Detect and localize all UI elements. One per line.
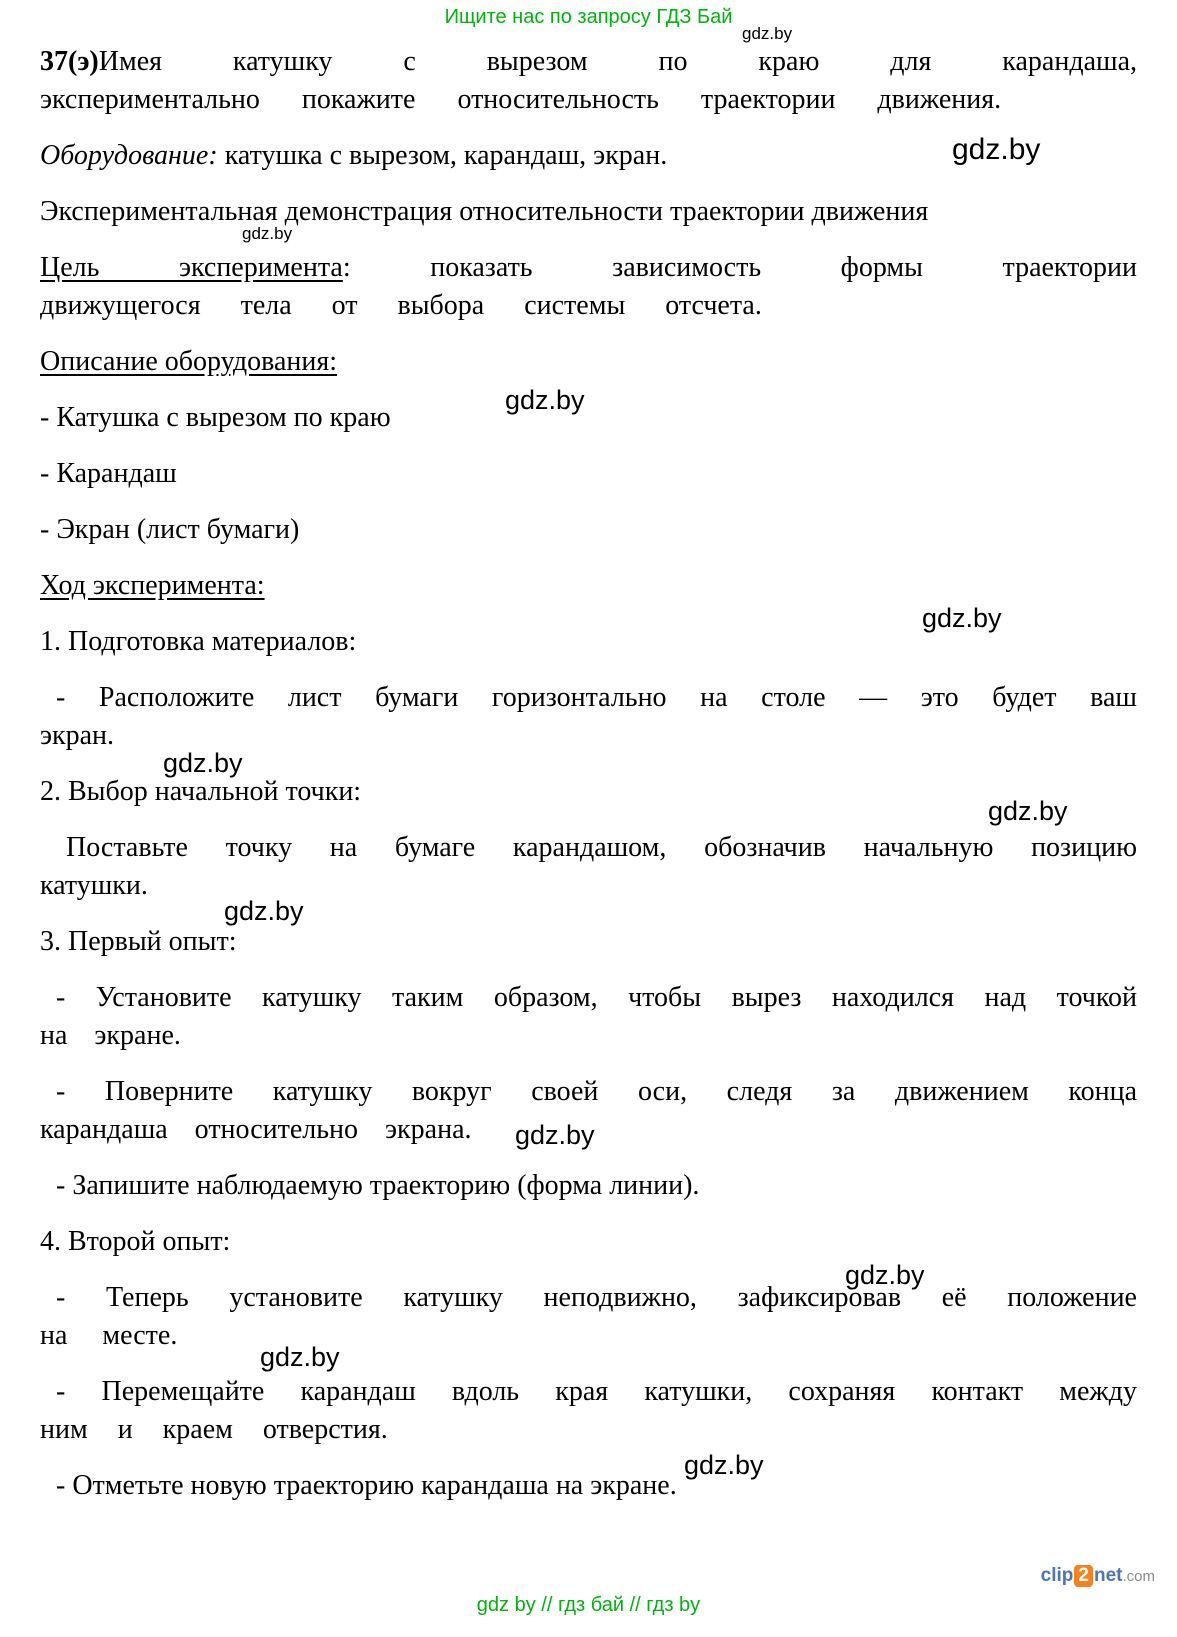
watermark-gdzby: gdz.by: [952, 133, 1041, 166]
step3-item-1: - Установите катушку таким образом, чтобы вырез находился над точкой на экране.: [40, 982, 1137, 1051]
problem-number: 37(э): [40, 46, 99, 77]
procedure-heading: Ход эксперимента:: [40, 570, 265, 601]
clip2net-clip: clip: [1040, 1565, 1074, 1586]
promo-banner: Ищите нас по запросу ГДЗ Бай: [444, 6, 733, 28]
goal-text: : показать зависимость формы траектории движущегося тела от выбора системы отсчета.: [40, 252, 1137, 321]
step2-item-1: Поставьте точку на бумаге карандашом, обозначив начальную позицию катушки.: [40, 832, 1137, 901]
goal-line: [40, 249, 1137, 325]
equipment-description-heading: Описание оборудования:: [40, 346, 338, 377]
watermark-gdzby: gdz.by: [742, 24, 793, 43]
watermark-gdzby: gdz.by: [684, 1450, 764, 1480]
problem-text: Имея катушку с вырезом по краю для карандаша, экспериментально покажите относительность траектории движения.: [40, 46, 1137, 115]
step4-item-3: - Отметьте новую траекторию карандаша на экране.: [56, 1470, 677, 1501]
demo-title: Экспериментальная демонстрация относительности траектории движения: [40, 196, 929, 227]
problem-statement: [40, 43, 1137, 119]
equipment-item-1: - Катушка с вырезом по краю: [40, 402, 391, 433]
step1-title: 1. Подготовка материалов:: [40, 626, 357, 657]
watermark-gdzby: gdz.by: [988, 796, 1068, 826]
step2-title: 2. Выбор начальной точки:: [40, 776, 362, 807]
clip2net-domain: .com: [1122, 1568, 1155, 1585]
step4-item-1: - Теперь установите катушку неподвижно, зафиксировав её положение на месте.: [40, 1282, 1137, 1351]
equipment-value: катушка с вырезом, карандаш, экран.: [224, 140, 668, 171]
watermark-gdzby: gdz.by: [242, 224, 293, 243]
watermark-gdzby: gdz.by: [505, 385, 585, 415]
clip2net-net: net: [1093, 1565, 1123, 1586]
watermark-gdzby: gdz.by: [515, 1120, 595, 1150]
step4-title: 4. Второй опыт:: [40, 1226, 231, 1257]
equipment-label: Оборудование:: [40, 140, 218, 171]
watermark-gdzby: gdz.by: [922, 603, 1002, 633]
goal-label: Цель эксперимента: [40, 252, 343, 283]
footer-search-queries: gdz by // гдз бай // гдз by: [476, 1594, 701, 1616]
step1-item-1: - Расположите лист бумаги горизонтально на столе — это будет ваш экран.: [40, 682, 1137, 751]
clip2net-logo[interactable]: [1041, 1565, 1155, 1587]
step3-item-2: - Поверните катушку вокруг своей оси, следя за движением конца карандаша относительно экрана.: [40, 1076, 1137, 1145]
step4-item-2: - Перемещайте карандаш вдоль края катушки, сохраняя контакт между ним и краем отверстия.: [40, 1376, 1137, 1445]
clip2net-two: 2: [1074, 1565, 1093, 1587]
equipment-item-2: - Карандаш: [40, 458, 177, 489]
watermark-gdzby: gdz.by: [224, 896, 304, 926]
step3-item-3: - Запишите наблюдаемую траекторию (форма линии).: [56, 1170, 700, 1201]
watermark-gdzby: gdz.by: [260, 1342, 340, 1372]
watermark-gdzby: gdz.by: [163, 748, 243, 778]
equipment-item-3: - Экран (лист бумаги): [40, 514, 300, 545]
step3-title: 3. Первый опыт:: [40, 926, 237, 957]
watermark-gdzby: gdz.by: [845, 1260, 925, 1290]
